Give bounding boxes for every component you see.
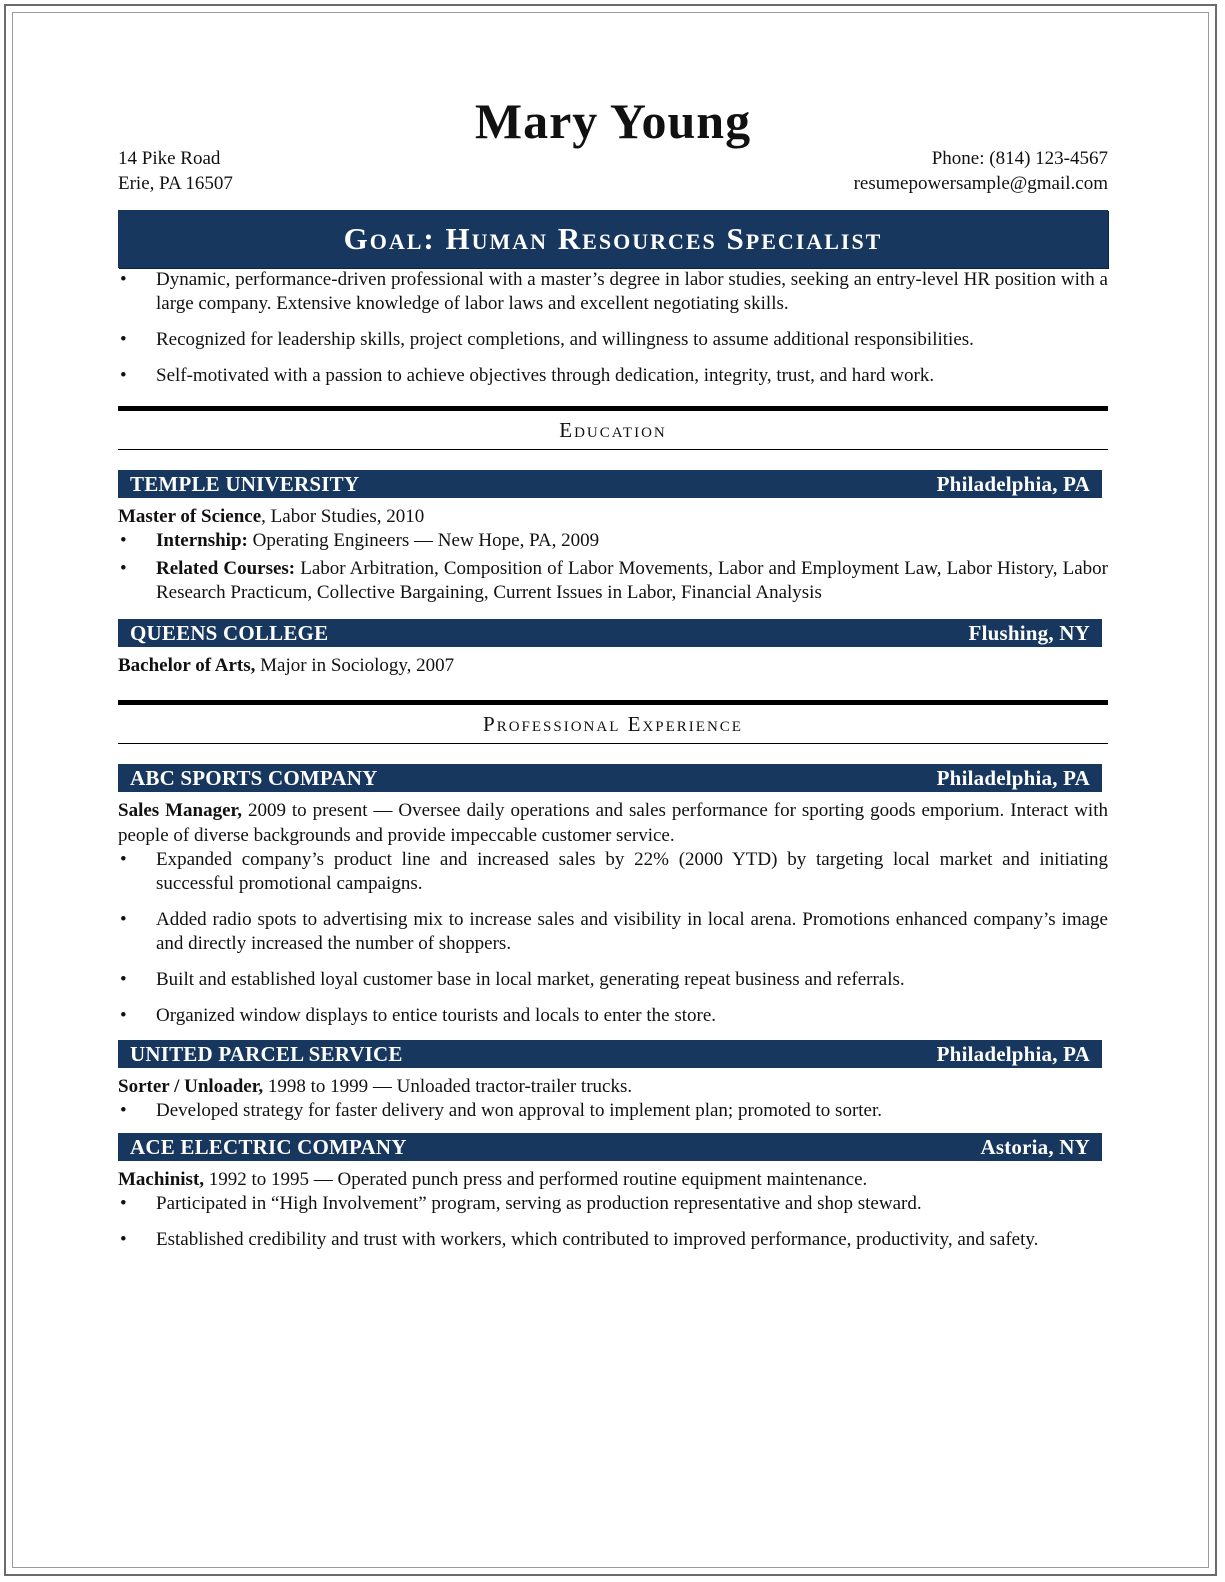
job-bullet: • Built and established loyal customer base in local market, generating repeat business and referrals. xyxy=(118,968,1108,992)
company-bar xyxy=(118,764,1102,792)
degree-detail: , Labor Studies, 2010 xyxy=(261,506,425,527)
job-bullet: • Organized window displays to entice tourists and locals to enter the store. xyxy=(118,1004,1108,1028)
company-name: ACE ELECTRIC COMPANY xyxy=(130,1135,407,1159)
degree-line xyxy=(118,504,1108,529)
job-bullets xyxy=(118,848,1108,1028)
company-bar xyxy=(118,1133,1102,1161)
school-bar xyxy=(118,619,1102,647)
company-bar xyxy=(118,1040,1102,1068)
bullet-label: Related Courses: xyxy=(156,558,296,579)
job-bullet: • Participated in “High Involvement” program, serving as production representative and shop steward. xyxy=(118,1192,1108,1216)
email-address: resumepowersample@gmail.com xyxy=(853,173,1108,194)
address-block xyxy=(118,146,233,196)
company-location: Philadelphia, PA xyxy=(936,766,1090,790)
phone-number: Phone: (814) 123-4567 xyxy=(931,148,1108,169)
school-bar xyxy=(118,470,1102,498)
company-location: Philadelphia, PA xyxy=(936,1042,1090,1066)
summary-item: • Self-motivated with a passion to achieve objectives through dedication, integrity, trust, and hard work. xyxy=(118,364,1108,388)
job-bullets xyxy=(118,1192,1108,1252)
education-heading: Education xyxy=(118,406,1108,450)
job-title: Sales Manager, xyxy=(118,800,242,821)
summary-item: • Dynamic, performance-driven professional with a master’s degree in labor studies, seeking an entry-level HR position with a large company. Extensive knowledge of labor laws and excellent negotiating skills. xyxy=(118,268,1108,316)
school-location: Flushing, NY xyxy=(968,621,1090,645)
job-summary xyxy=(118,1167,1108,1192)
bullet-label: Internship: xyxy=(156,530,248,551)
bullet-text: Operating Engineers — New Hope, PA, 2009 xyxy=(247,530,600,551)
job-bullet: • Expanded company’s product line and increased sales by 22% (2000 YTD) by targeting local market and initiating successful promotional campaigns. xyxy=(118,848,1108,896)
job-bullet: • Established credibility and trust with workers, which contributed to improved performance, productivity, and safety. xyxy=(118,1228,1108,1252)
job-summary xyxy=(118,1074,1108,1099)
degree-detail: Major in Sociology, 2007 xyxy=(255,655,455,676)
job-detail: 1998 to 1999 — Unloaded tractor-trailer trucks. xyxy=(263,1076,633,1097)
resume-page xyxy=(118,88,1108,1264)
applicant-name: Mary Young xyxy=(474,93,752,149)
bullet-text: Labor Arbitration, Composition of Labor Movements, Labor and Employment Law, Labor History, Labor Research Practicum, Collective Bargaining, Current Issues in Labor, Financial Analysis xyxy=(156,558,1109,603)
education-bullets xyxy=(118,529,1108,605)
goal-banner: Goal: Human Resources Specialist xyxy=(118,210,1108,268)
company-name: UNITED PARCEL SERVICE xyxy=(130,1042,403,1066)
education-bullet xyxy=(118,529,1108,553)
degree-name: Bachelor of Arts, xyxy=(118,655,256,676)
job-title: Machinist, xyxy=(118,1169,205,1190)
job-bullet: • Developed strategy for faster delivery and won approval to implement plan; promoted to sorter. xyxy=(118,1099,1108,1123)
address-street: 14 Pike Road xyxy=(118,148,221,169)
job-detail: 1992 to 1995 — Operated punch press and performed routine equipment maintenance. xyxy=(204,1169,868,1190)
school-name: TEMPLE UNIVERSITY xyxy=(130,472,360,496)
job-summary xyxy=(118,798,1108,848)
job-title: Sorter / Unloader, xyxy=(118,1076,264,1097)
degree-line xyxy=(118,653,1108,678)
job-bullet: • Added radio spots to advertising mix to increase sales and visibility in local arena. Promotions enhanced company’s image and directly increased the number of shoppers. xyxy=(118,908,1108,956)
summary-list xyxy=(118,268,1108,388)
company-location: Astoria, NY xyxy=(980,1135,1090,1159)
job-detail: 2009 to present — Oversee daily operations and sales performance for sporting goods emporium. Interact with people of diverse backgrounds and provide impeccable customer service. xyxy=(118,800,1108,846)
company-name: ABC SPORTS COMPANY xyxy=(130,766,378,790)
summary-item: • Recognized for leadership skills, project completions, and willingness to assume additional responsibilities. xyxy=(118,328,1108,352)
degree-name: Master of Science xyxy=(118,506,262,527)
school-name: QUEENS COLLEGE xyxy=(130,621,329,645)
education-bullet xyxy=(118,557,1108,605)
phone-email-block xyxy=(854,146,1108,196)
experience-heading: Professional Experience xyxy=(118,700,1108,744)
school-location: Philadelphia, PA xyxy=(936,472,1090,496)
address-city: Erie, PA 16507 xyxy=(118,173,233,194)
job-bullets xyxy=(118,1099,1108,1123)
